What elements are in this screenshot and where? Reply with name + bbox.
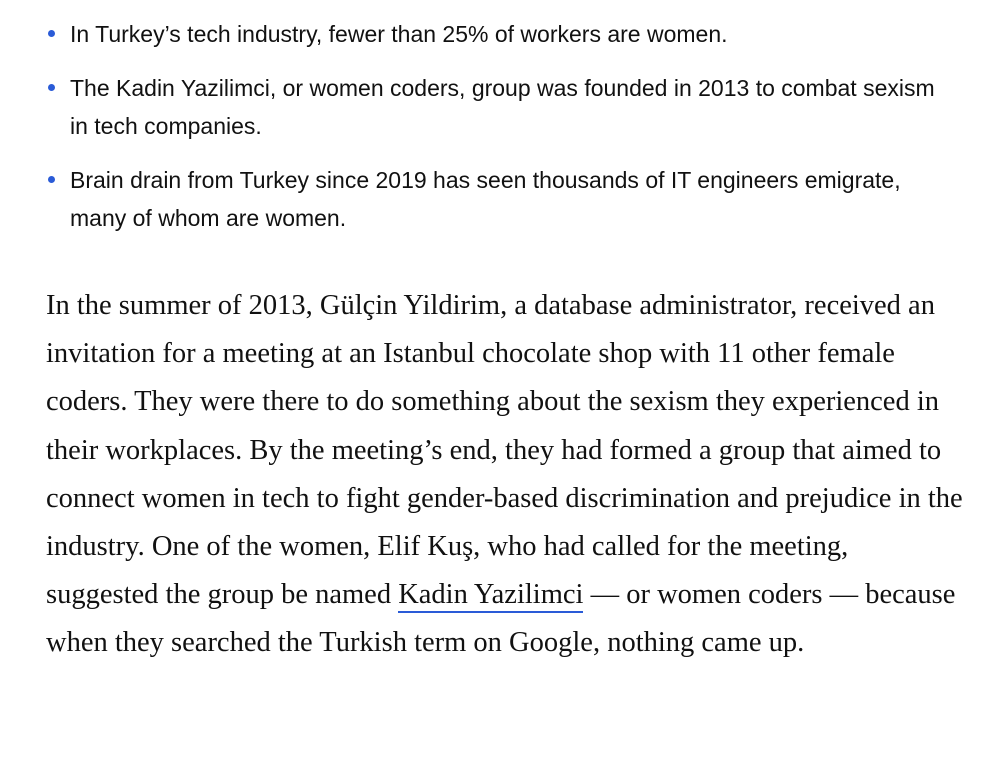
key-point <box>44 15 944 53</box>
paragraph-text-after-link: — or women coders — because when they searched the Turkish term on Google, nothing came up. <box>46 579 956 659</box>
key-point <box>44 69 944 145</box>
key-point <box>44 161 944 237</box>
article-paragraph <box>46 282 966 668</box>
paragraph-text-before-link: In the summer of 2013, Gülçin Yildirim, a database administrator, received an invitation for a meeting at an Istanbul chocolate shop with 11 other female coders. They were there to do something about the sexism they experienced in their workplaces. By the meeting’s end, they had formed a group that aimed to connect women in tech to fight gender-based discrimination and prejudice in the industry. One of the women, Elif Kuş, who had called for the meeting, suggested the group be named <box>46 290 963 611</box>
bullet-dot-icon <box>48 84 55 91</box>
key-points-list <box>44 15 944 253</box>
kadin-yazilimci-link[interactable]: Kadin Yazilimci <box>398 579 583 613</box>
key-point-text: The Kadin Yazilimci, or women coders, group was founded in 2013 to combat sexism in tech companies. <box>70 75 935 139</box>
key-point-text: Brain drain from Turkey since 2019 has seen thousands of IT engineers emigrate, many of whom are women. <box>70 167 901 231</box>
key-point-text: In Turkey’s tech industry, fewer than 25% of workers are women. <box>70 21 728 47</box>
bullet-dot-icon <box>48 30 55 37</box>
bullet-dot-icon <box>48 176 55 183</box>
